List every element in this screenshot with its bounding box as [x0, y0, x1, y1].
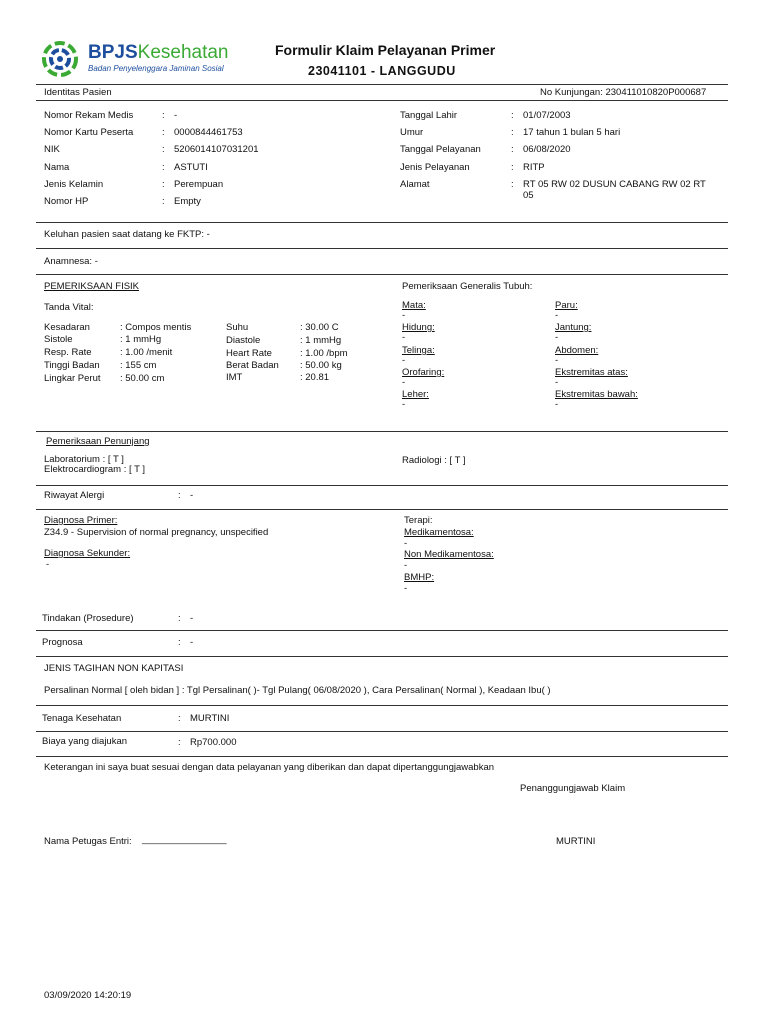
generalis-label: Abdomen: — [555, 345, 599, 356]
bmhp-value: - — [404, 583, 408, 594]
diagnosa-sekunder-value: - — [46, 559, 50, 570]
field-label: Umur — [400, 127, 424, 138]
statement-text: Keterangan ini saya buat sesuai dengan data pelayanan yang diberikan dan dapat dipertanggungjawabkan — [44, 762, 495, 773]
terapi-label: Terapi: — [404, 515, 433, 526]
field-sep: : — [162, 110, 165, 121]
generalis-value: - — [402, 355, 406, 366]
prognosa-value: - — [190, 637, 194, 648]
brand-name: BPJSKesehatan — [88, 42, 229, 63]
field-value: 5206014107031201 — [174, 144, 259, 155]
tindakan-label: Tindakan (Prosedure) — [42, 613, 134, 624]
medikamentosa-value: - — [404, 538, 408, 549]
vital-value: : 1.00 /menit — [120, 347, 173, 358]
divider — [36, 630, 728, 631]
anamnesa-text: Anamnesa: - — [44, 256, 98, 267]
generalis-value: - — [555, 332, 559, 343]
alergi-sep: : — [178, 490, 181, 501]
generalis-value: - — [555, 310, 559, 321]
generalis-value: - — [402, 377, 406, 388]
generalis-label: Ekstremitas atas: — [555, 367, 628, 378]
document-subtitle: 23041101 - LANGGUDU — [308, 64, 456, 78]
vital-label: Heart Rate — [226, 348, 272, 359]
field-label: Jenis Kelamin — [44, 179, 104, 190]
generalis-heading: Pemeriksaan Generalis Tubuh: — [402, 281, 533, 292]
field-value: - — [174, 110, 178, 121]
field-label: Nama — [44, 162, 70, 173]
radiologi-text: Radiologi : [ T ] — [402, 455, 466, 466]
vital-label: Berat Badan — [226, 360, 279, 371]
alergi-label: Riwayat Alergi — [44, 490, 105, 501]
field-sep: : — [511, 110, 514, 121]
vital-label: Kesadaran — [44, 322, 90, 333]
field-sep: : — [511, 127, 514, 138]
generalis-value: - — [402, 399, 406, 410]
non-medikamentosa-label: Non Medikamentosa: — [404, 549, 494, 560]
field-label: NIK — [44, 144, 60, 155]
divider — [36, 656, 728, 657]
tagihan-detail: Persalinan Normal [ oleh bidan ] : Tgl Persalinan( )- Tgl Pulang( 06/08/2020 ), Cara Persalinan( Normal ), Keadaan Ibu( ) — [44, 685, 551, 696]
vital-label: Tinggi Badan — [44, 360, 100, 371]
generalis-value: - — [402, 332, 406, 343]
vital-value: : 30.00 C — [300, 322, 339, 333]
field-sep: : — [162, 162, 165, 173]
penanggungjawab-label: Penanggungjawab Klaim — [520, 783, 626, 794]
generalis-label: Jantung: — [555, 322, 592, 333]
vital-value: : 1 mmHg — [300, 335, 342, 346]
vital-value: : Compos mentis — [120, 322, 192, 333]
diagnosa-primer-value: Z34.9 - Supervision of normal pregnancy, unspecified — [44, 527, 269, 538]
generalis-label: Mata: — [402, 300, 426, 311]
field-value: Perempuan — [174, 179, 224, 190]
field-sep: : — [162, 196, 165, 207]
field-label: Tanggal Pelayanan — [400, 144, 481, 155]
vital-value: : 50.00 kg — [300, 360, 342, 371]
divider — [36, 222, 728, 223]
divider — [36, 731, 728, 732]
tenaga-label: Tenaga Kesehatan — [42, 713, 122, 724]
petugas-label: Nama Petugas Entri: — [44, 836, 132, 847]
divider — [36, 756, 728, 757]
vital-label: Resp. Rate — [44, 347, 92, 358]
brand-subtitle: Badan Penyelenggara Jaminan Sosial — [88, 64, 224, 73]
divider — [36, 485, 728, 486]
vital-value: : 1.00 /bpm — [300, 348, 348, 359]
bpjs-logo — [40, 40, 230, 80]
field-value-continued: 05 — [523, 190, 534, 201]
vital-value: : 1 mmHg — [120, 334, 162, 345]
generalis-value: - — [555, 355, 559, 366]
print-timestamp: 03/09/2020 14:20:19 — [44, 990, 132, 1001]
generalis-value: - — [402, 310, 406, 321]
field-sep: : — [162, 144, 165, 155]
field-value: 06/08/2020 — [523, 144, 571, 155]
tenaga-value: MURTINI — [190, 713, 230, 724]
alergi-value: - — [190, 490, 194, 501]
field-sep: : — [511, 162, 514, 173]
patient-section-label: Identitas Pasien — [44, 87, 112, 98]
field-label: Nomor HP — [44, 196, 89, 207]
vital-label: Lingkar Perut — [44, 373, 101, 384]
non-medikamentosa-value: - — [404, 560, 408, 571]
keluhan-text: Keluhan pasien saat datang ke FKTP: - — [44, 229, 210, 240]
bpjs-logo-icon — [40, 40, 80, 78]
ekg-text: Elektrocardiogram : [ T ] — [44, 464, 146, 475]
field-label: Jenis Pelayanan — [400, 162, 470, 173]
visit-number: No Kunjungan: 230411010820P000687 — [540, 87, 707, 98]
diagnosa-sekunder-label: Diagnosa Sekunder: — [44, 548, 131, 559]
generalis-value: - — [555, 399, 559, 410]
prognosa-label: Prognosa — [42, 637, 83, 648]
field-sep: : — [162, 127, 165, 138]
field-value: Empty — [174, 196, 201, 207]
divider — [36, 509, 728, 510]
bmhp-label: BMHP: — [404, 572, 435, 583]
field-label: Nomor Rekam Medis — [44, 110, 134, 121]
field-value: RITP — [523, 162, 545, 173]
vital-value: : 155 cm — [120, 360, 157, 371]
tindakan-value: - — [190, 613, 194, 624]
field-label: Nomor Kartu Peserta — [44, 127, 134, 138]
tanda-vital-label: Tanda Vital: — [44, 302, 94, 313]
generalis-label: Orofaring: — [402, 367, 445, 378]
laboratorium-text: Laboratorium : [ T ] — [44, 454, 124, 465]
divider — [36, 431, 728, 432]
field-sep: : — [511, 144, 514, 155]
tindakan-sep: : — [178, 613, 181, 624]
biaya-sep: : — [178, 737, 181, 748]
field-value: 01/07/2003 — [523, 110, 571, 121]
biaya-label: Biaya yang diajukan — [42, 736, 128, 747]
biaya-value: Rp700.000 — [190, 737, 237, 748]
penunjang-heading: Pemeriksaan Penunjang — [46, 436, 150, 447]
prognosa-sep: : — [178, 637, 181, 648]
document-title: Formulir Klaim Pelayanan Primer — [275, 42, 496, 58]
field-sep: : — [511, 179, 514, 190]
divider — [36, 248, 728, 249]
vital-value: : 50.00 cm — [120, 373, 165, 384]
medikamentosa-label: Medikamentosa: — [404, 527, 474, 538]
signer-name: MURTINI — [556, 836, 596, 847]
field-value: ASTUTI — [174, 162, 208, 173]
fisik-heading: PEMERIKSAAN FISIK — [44, 281, 140, 292]
petugas-signature-line: ________________ — [142, 834, 227, 845]
vital-label: Diastole — [226, 335, 261, 346]
divider — [36, 100, 728, 101]
vital-label: Sistole — [44, 334, 73, 345]
vital-value: : 20.81 — [300, 372, 330, 383]
generalis-value: - — [555, 377, 559, 388]
divider — [36, 84, 728, 85]
diagnosa-primer-label: Diagnosa Primer: — [44, 515, 118, 526]
vital-label: IMT — [226, 372, 243, 383]
divider — [36, 705, 728, 706]
vital-label: Suhu — [226, 322, 249, 333]
generalis-label: Telinga: — [402, 345, 435, 356]
generalis-label: Leher: — [402, 389, 429, 400]
tenaga-sep: : — [178, 713, 181, 724]
divider — [36, 274, 728, 275]
field-value: 17 tahun 1 bulan 5 hari — [523, 127, 621, 138]
field-value: RT 05 RW 02 DUSUN CABANG RW 02 RT — [523, 179, 706, 190]
tagihan-heading: JENIS TAGIHAN NON KAPITASI — [44, 663, 184, 674]
generalis-label: Hidung: — [402, 322, 435, 333]
generalis-label: Paru: — [555, 300, 578, 311]
field-value: 0000844461753 — [174, 127, 243, 138]
field-label: Tanggal Lahir — [400, 110, 458, 121]
field-sep: : — [162, 179, 165, 190]
generalis-label: Ekstremitas bawah: — [555, 389, 638, 400]
field-label: Alamat — [400, 179, 430, 190]
